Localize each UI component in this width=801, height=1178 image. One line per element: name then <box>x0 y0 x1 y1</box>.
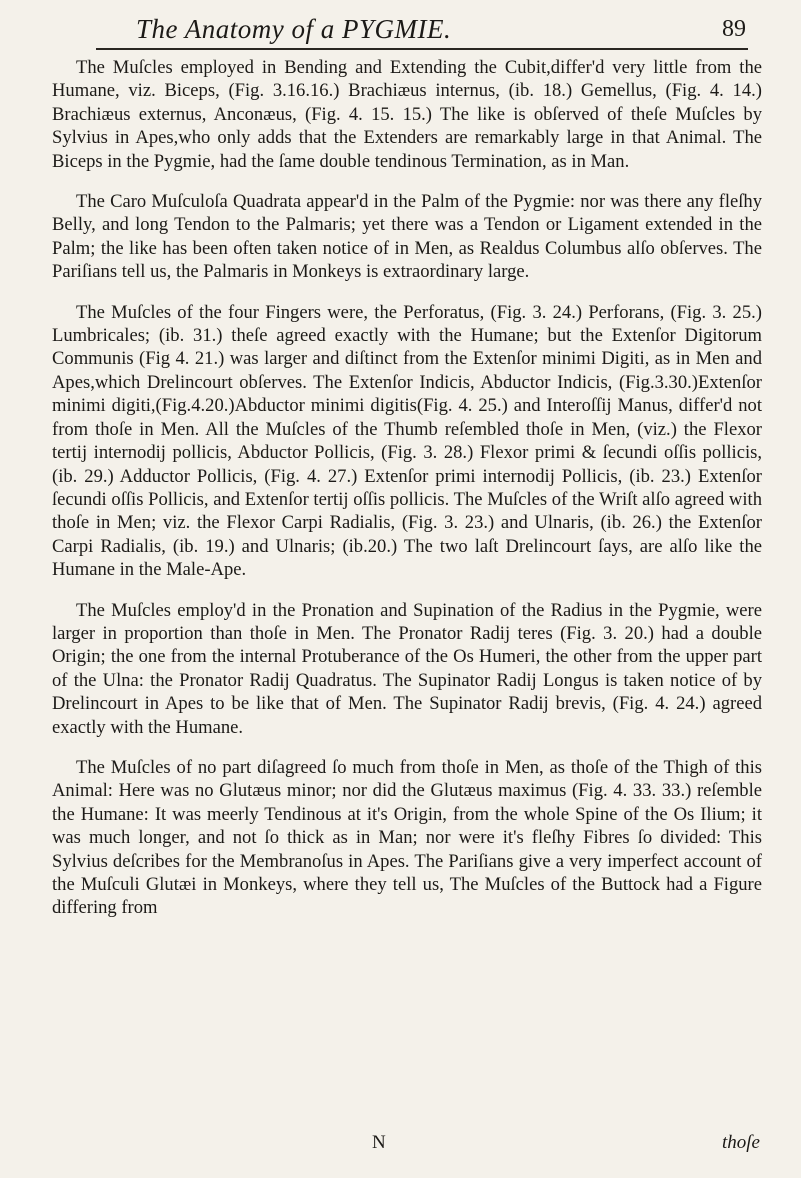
body-text <box>52 56 762 937</box>
paragraph-2: The Caro Muſculoſa Quadrata appear'd in the Palm of the Pygmie: nor was there any fleſhy Belly, and long Tendon to the Palmaris; yet there was a Tendon or Ligament extended in the Palm; the like has been often taken notice of in Men, as Realdus Columbus alſo obſerves. The Pariſians tell us, the Palmaris in Monkeys is extraordinary large. <box>52 191 762 283</box>
catchword: thoſe <box>722 1132 760 1153</box>
paragraph-3: The Muſcles of the four Fingers were, the Perforatus, (Fig. 3. 24.) Perforans, (Fig. 3. 25.) Lumbricales; (ib. 31.) theſe agreed exactly with the Humane; but the Extenſor Digitorum Communis (Fig 4. 21.) was larger and diſtinct from the Extenſor minimi Digiti, as in Men and Apes,which Drelincourt obſerves. The Extenſor Indicis, Abductor Indicis, (Fig.3.30.)Extenſor minimi digiti,(Fig.4.20.)Abductor minimi digitis(Fig. 4. 25.) and Interoſſij Manus, differ'd not from thoſe in Men. All the Muſcles of the Thumb reſembled thoſe in Men, (viz.) the Flexor tertij internodij pollicis, Abductor Pollicis, (Fig. 3. 28.) Flexor primi & ſecundi oſſis pollicis, (ib. 29.) Adductor Pollicis, (Fig. 4. 27.) Extenſor primi internodij Pollicis, (ib. 23.) Extenſor ſecundi oſſis Pollicis, and Extenſor tertij oſſis pollicis. The Muſcles of the Wriſt alſo agreed with thoſe in Men; viz. the Flexor Carpi Radialis, (Fig. 3. 23.) and Ulnaris, (ib. 26.) the Extenſor Carpi Radialis, (ib. 19.) and Ulnaris; (ib.20.) The two laſt Drelincourt ſays, are alſo like the Humane in the Male-Ape. <box>52 301 762 581</box>
page-footer <box>52 1132 762 1158</box>
paragraph-5: The Muſcles of no part diſagreed ſo much from thoſe in Men, as thoſe of the Thigh of this Animal: Here was no Glutæus minor; nor did the Glutæus maximus (Fig. 4. 33. 33.) reſemble the Humane: It was meerly Tendinous at it's Origin, from the whole Spine of the Os Ilium; it was much longer, and not ſo thick as in Man; nor were it's fleſhy Fibres ſo divided: This Sylvius deſcribes for the Membranoſus in Apes. The Pariſians give a very imperfect account of the Muſculi Glutæi in Monkeys, where they tell us, The Muſcles of the Buttock had a Figure differing from <box>52 756 762 919</box>
paragraph-4: The Muſcles employ'd in the Pronation and Supination of the Radius in the Pygmie, were larger in proportion than thoſe in Men. The Pronator Radij teres (Fig. 3. 20.) had a double Origin; the one from the internal Protuberance of the Os Humeri, the other from the upper part of the Ulna: the Pronator Radij Quadratus. The Supinator Radij Longus is taken notice of by Drelincourt in Apes to be like that of Men. The Supinator Radij brevis, (Fig. 4. 24.) agreed exactly with the Humane. <box>52 599 762 738</box>
signature-mark: N <box>372 1132 386 1153</box>
paragraph-1: The Muſcles employed in Bending and Extending the Cubit,differ'd very little from the Humane, viz. Biceps, (Fig. 3.16.16.) Brachiæus internus, (ib. 18.) Gemellus, (Fig. 4. 14.) Brachiæus externus, Anconæus, (Fig. 4. 15. 15.) The like is obſerved of theſe Muſcles by Sylvius in Apes,who only adds that the Extenders are remarkably large in that Animal. The Biceps in the Pygmie, had the ſame double tendinous Termination, as in Man. <box>52 57 762 172</box>
page-header <box>96 14 746 50</box>
header-rule <box>96 48 748 50</box>
page-number: 89 <box>722 16 746 42</box>
running-title: The Anatomy of a PYGMIE. <box>136 14 452 44</box>
